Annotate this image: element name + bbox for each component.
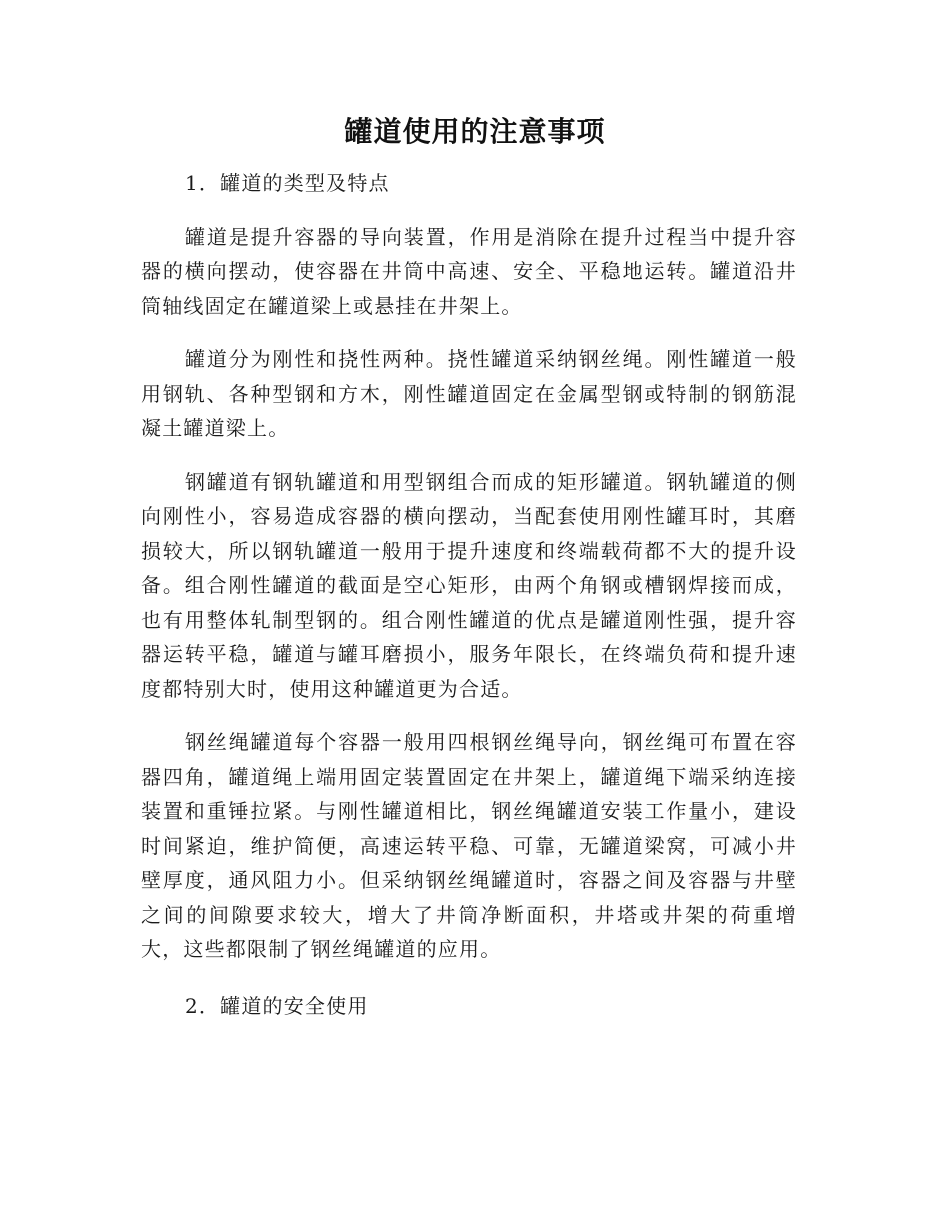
document-title: 罐道使用的注意事项 bbox=[344, 115, 606, 148]
paragraph-4: 钢丝绳罐道每个容器一般用四根钢丝绳导向，钢丝绳可布置在容器四角，罐道绳上端用固定装置固定在井架上，罐道绳下端采纳连接装置和重锤拉紧。与刚性罐道相比，钢丝绳罐道安装工作量小，建设时间紧迫，维护简便，高速运转平稳、可靠，无罐道梁窝，可减小井壁厚度，通风阻力小。但采纳钢丝绳罐道时，容器之间及容器与井壁之间的间隙要求较大，增大了井筒净断面积，井塔或井架的荷重增大，这些都限制了钢丝绳罐道的应用。 bbox=[141, 730, 797, 961]
section-heading-1: 1．罐道的类型及特点 bbox=[185, 171, 390, 195]
section-heading-2: 2．罐道的安全使用 bbox=[185, 993, 369, 1018]
document-body bbox=[141, 166, 797, 1023]
paragraph-1: 罐道是提升容器的导向装置，作用是消除在提升过程当中提升容器的横向摆动，使容器在井筒中高速、安全、平稳地运转。罐道沿井筒轴线固定在罐道梁上或悬挂在井架上。 bbox=[141, 224, 797, 318]
paragraph-3: 钢罐道有钢轨罐道和用型钢组合而成的矩形罐道。钢轨罐道的侧向刚性小，容易造成容器的横向摆动，当配套使用刚性罐耳时，其磨损较大，所以钢轨罐道一般用于提升速度和终端载荷都不大的提升设备。组合刚性罐道的截面是空心矩形，由两个角钢或槽钢焊接而成，也有用整体轧制型钢的。组合刚性罐道的优点是罐道刚性强，提升容器运转平稳，罐道与罐耳磨损小，服务年限长，在终端负荷和提升速度都特别大时，使用这种罐道更为合适。 bbox=[141, 469, 797, 701]
paragraph-2: 罐道分为刚性和挠性两种。挠性罐道采纳钢丝绳。刚性罐道一般用钢轨、各种型钢和方木，刚性罐道固定在金属型钢或特制的钢筋混凝土罐道梁上。 bbox=[141, 347, 797, 440]
